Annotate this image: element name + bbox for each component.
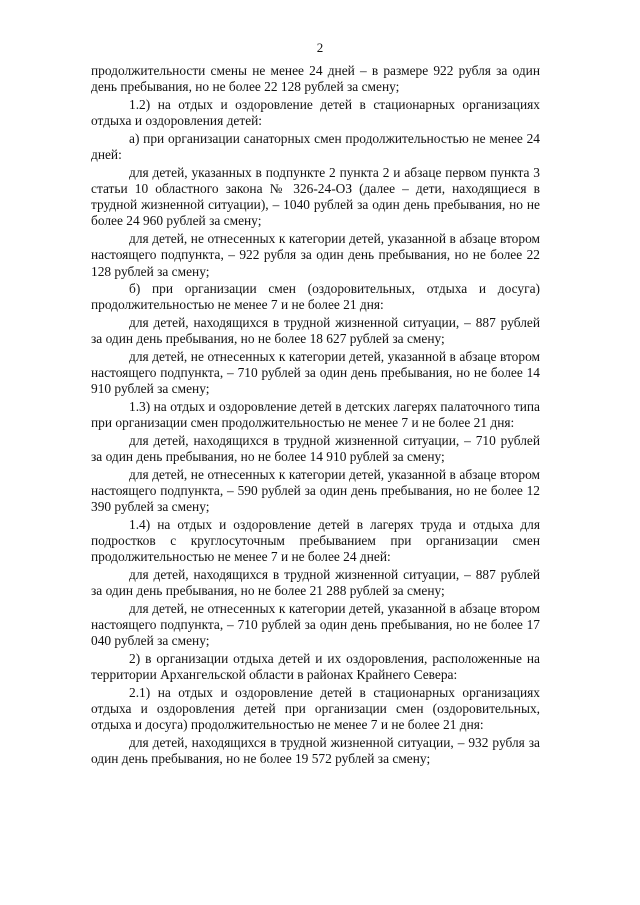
page-number: 2 xyxy=(316,40,324,55)
paragraph: а) при организации санаторных смен продолжительностью не менее 24 дней: xyxy=(91,130,540,162)
paragraph: 2) в организации отдыха детей и их оздоровления, расположенные на территории Архангельской области в районах Крайнего Севера: xyxy=(91,650,540,683)
paragraph: для детей, не отнесенных к категории детей, указанной в абзаце втором настоящего подпункта, – 590 рублей за один день пребывания, но не более 12 390 рублей за смену; xyxy=(91,466,540,515)
paragraph: б) при организации смен (оздоровительных, отдыха и досуга) продолжительностью не менее 7 и не более 21 дня: xyxy=(91,281,540,313)
paragraph: для детей, находящихся в трудной жизненной ситуации, – 932 рубля за один день пребывания, но не более 19 572 рублей за смену; xyxy=(91,734,540,767)
paragraph: 1.2) на отдых и оздоровление детей в стационарных организациях отдыха и оздоровления детей: xyxy=(91,96,540,129)
paragraph: для детей, находящихся в трудной жизненной ситуации, – 710 рублей за один день пребывания, но не более 14 910 рублей за смену; xyxy=(91,432,540,465)
paragraph: 1.4) на отдых и оздоровление детей в лагерях труда и отдыха для подростков с круглосуточным пребыванием при организации смен продолжительностью не менее 7 и не более 24 дней: xyxy=(91,516,540,565)
paragraph: для детей, не отнесенных к категории детей, указанной в абзаце втором настоящего подпункта, – 922 рубля за один день пребывания, но не более 22 128 рублей за смену; xyxy=(91,230,540,279)
paragraph: для детей, указанных в подпункте 2 пункта 2 и абзаце первом пункта 3 статьи 10 областного закона № 326-24-ОЗ (далее – дети, находящиеся в трудной жизненной ситуации), – 1040 рублей за один день пребывания, но не более 24 960 рублей за смену; xyxy=(91,164,540,229)
paragraph: для детей, находящихся в трудной жизненной ситуации, – 887 рублей за один день пребывания, но не более 21 288 рублей за смену; xyxy=(91,566,540,599)
paragraph: для детей, не отнесенных к категории детей, указанной в абзаце втором настоящего подпункта, – 710 рублей за один день пребывания, но не более 17 040 рублей за смену; xyxy=(91,600,540,649)
paragraph: для детей, находящихся в трудной жизненной ситуации, – 887 рублей за один день пребывания, но не более 18 627 рублей за смену; xyxy=(91,314,540,347)
paragraph: продолжительности смены не менее 24 дней – в размере 922 рубля за один день пребывания, но не более 22 128 рублей за смену; xyxy=(91,63,540,95)
document-body xyxy=(91,63,540,769)
paragraph: 2.1) на отдых и оздоровление детей в стационарных организациях отдыха и оздоровления детей при организации смен (оздоровительных, отдыха и досуга) продолжительностью не менее 7 и не более 21 дня: xyxy=(91,684,540,733)
paragraph: для детей, не отнесенных к категории детей, указанной в абзаце втором настоящего подпункта, – 710 рублей за один день пребывания, но не более 14 910 рублей за смену; xyxy=(91,348,540,397)
paragraph: 1.3) на отдых и оздоровление детей в детских лагерях палаточного типа при организации смен продолжительностью не менее 7 и не более 21 дня: xyxy=(91,398,540,431)
